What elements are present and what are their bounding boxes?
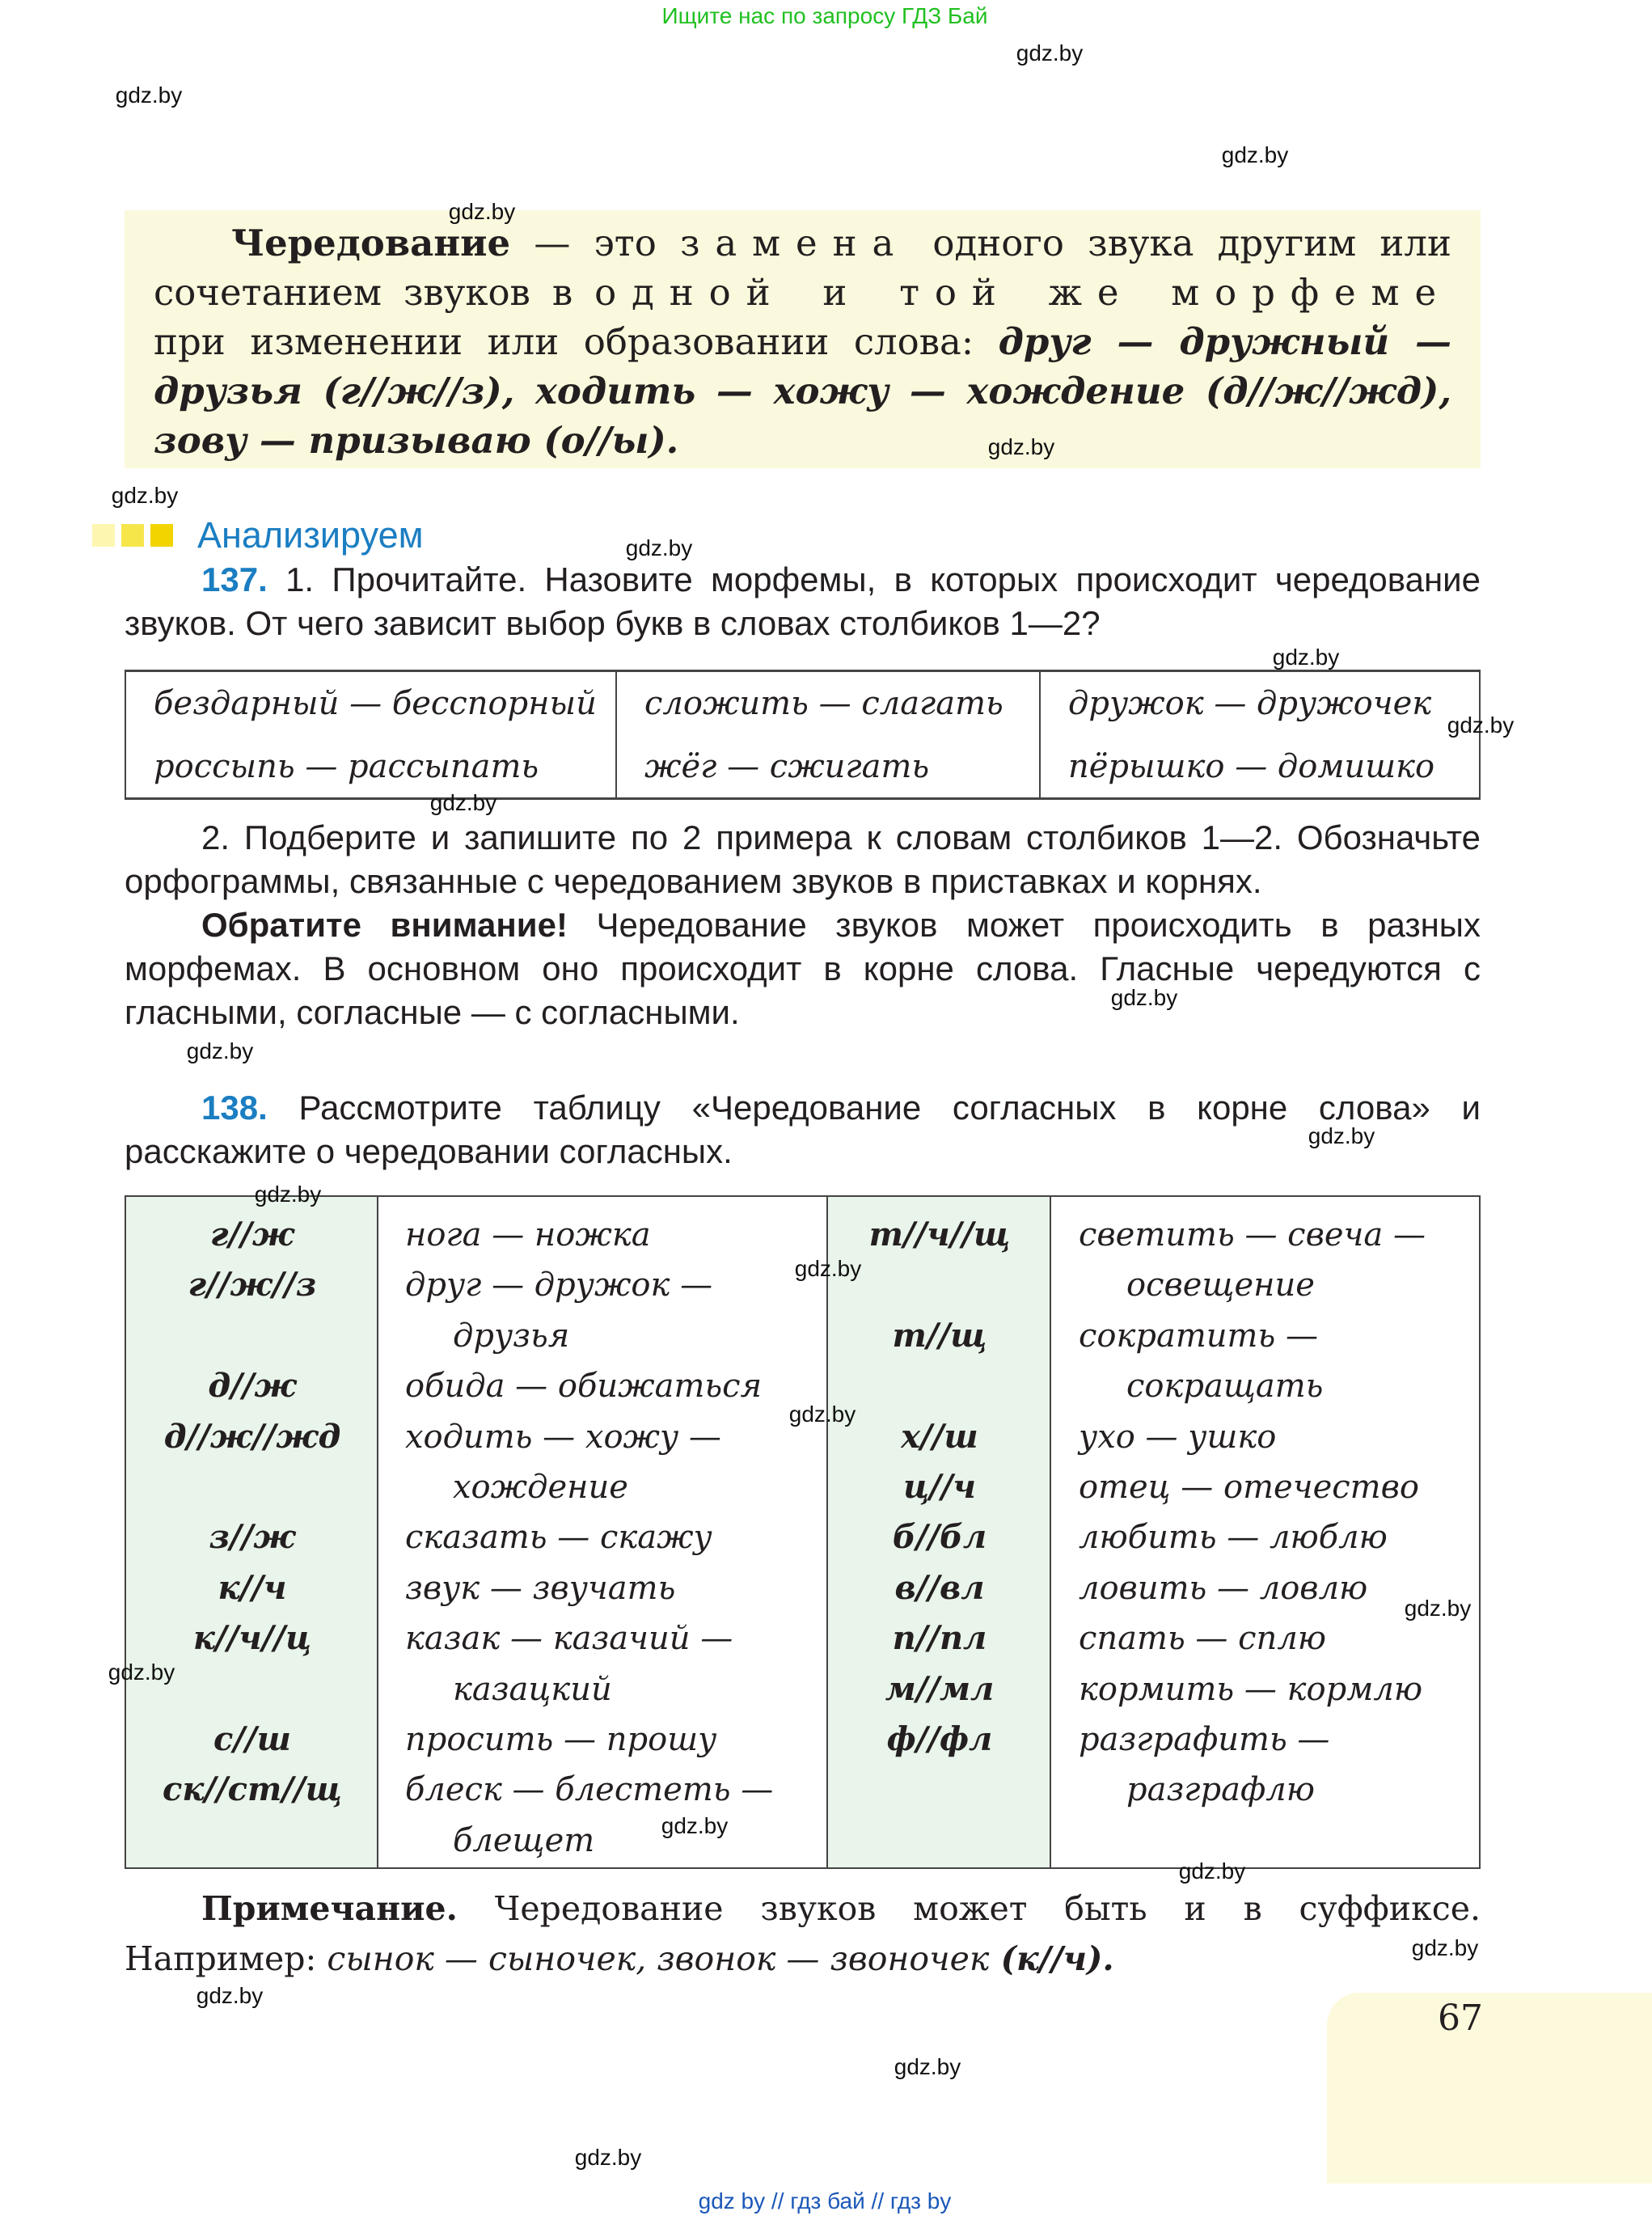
square-icon <box>121 524 144 547</box>
attention-note <box>125 903 1481 1034</box>
watermark: gdz.by <box>186 1038 254 1063</box>
definition-mid: одного звука другим или сочетанием звуков в <box>154 222 1451 314</box>
word-example: ухо — ушко <box>1079 1418 1277 1456</box>
definition-term: Чередование <box>231 222 511 264</box>
watermark: gdz.by <box>1272 645 1340 670</box>
word-example: сказать — скажу <box>405 1519 712 1557</box>
watermark: gdz.by <box>196 1983 264 2008</box>
word-example: хождение <box>453 1469 628 1506</box>
table-column <box>1041 672 1479 797</box>
alternation-code: с//ш <box>213 1720 291 1758</box>
definition-spaced: замена <box>679 222 910 264</box>
alternation-code: п//пл <box>892 1619 987 1658</box>
table-row <box>126 1664 1479 1715</box>
watermark: gdz.by <box>625 535 693 560</box>
alternation-code: х//ш <box>901 1417 978 1456</box>
watermark: gdz.by <box>1308 1123 1375 1148</box>
alternation-code: ф//фл <box>886 1720 993 1758</box>
alternation-code: д//ж <box>208 1367 297 1406</box>
page-number: 67 <box>1438 1998 1483 2039</box>
word-example: просить — прошу <box>405 1721 717 1758</box>
word-example: разграфить — <box>1079 1721 1330 1758</box>
words-table <box>125 670 1481 800</box>
table-row <box>126 1311 1479 1361</box>
note-examples: сынок — сыночек, звонок — звоночек <box>327 1939 990 1978</box>
definition-spaced: одной и той же морфеме <box>594 271 1451 314</box>
watermark: gdz.by <box>108 1660 175 1685</box>
word-example: блеск — блестеть — <box>405 1771 774 1809</box>
watermark: gdz.by <box>1404 1596 1472 1621</box>
table-row <box>126 1563 1479 1613</box>
table-row <box>126 1715 1479 1765</box>
square-icon <box>150 524 173 547</box>
word-example: сокращать <box>1126 1368 1324 1406</box>
watermark: gdz.by <box>115 82 183 108</box>
alternation-code: д//ж//жд <box>163 1417 341 1456</box>
word-example: спать — сплю <box>1079 1620 1326 1658</box>
alternation-code: г//ж <box>210 1216 294 1254</box>
watermark: gdz.by <box>254 1182 322 1207</box>
table-cell: пёрышко — домишко <box>1068 748 1435 785</box>
watermark: gdz.by <box>788 1402 856 1427</box>
watermark: gdz.by <box>1016 40 1084 66</box>
square-icon <box>92 524 115 547</box>
word-example: казацкий <box>453 1670 612 1708</box>
definition-examples: друг — дружный — друзья (г//ж//з), ходить — хожу — хождение (д//ж//жд), зову — призываю (о//ы). <box>154 320 1451 462</box>
exercise-137 <box>125 558 1481 645</box>
alternation-code: м//мл <box>885 1669 995 1708</box>
alternation-code: ц//ч <box>903 1468 976 1506</box>
watermark: gdz.by <box>1221 142 1289 167</box>
table-column <box>617 672 1041 797</box>
section-title: Анализируем <box>197 514 424 556</box>
watermark: gdz.by <box>794 1256 862 1281</box>
table-row <box>126 1210 1479 1260</box>
table-row <box>126 1462 1479 1512</box>
word-example: освещение <box>1126 1266 1315 1304</box>
definition-mid: при изменении или образовании слова: <box>154 320 999 363</box>
watermark: gdz.by <box>661 1813 729 1838</box>
definition-text <box>154 218 1451 465</box>
attention-text: Чередование звуков может происходить в разных морфемах. В основном оно происходит в корне слова. Гласные чередуются с гласными, согласные — с согласными. <box>125 906 1481 1031</box>
task-2: 2. Подберите и запишите по 2 примера к словам столбиков 1—2. Обозначьте орфограммы, связанные с чередованием звуков в приставках и корнях. <box>125 818 1481 900</box>
alternation-code: г//ж//з <box>188 1266 317 1304</box>
watermark: gdz.by <box>429 790 497 815</box>
word-example: ходить — хожу — <box>405 1418 721 1456</box>
word-example: любить — люблю <box>1079 1519 1388 1557</box>
watermark: gdz.by <box>574 2145 642 2170</box>
word-example: друг — дружок — <box>405 1266 713 1304</box>
watermark: gdz.by <box>987 434 1055 459</box>
table-cell: сложить — слагать <box>644 685 1003 722</box>
watermark: gdz.by <box>111 483 179 508</box>
word-example: сократить — <box>1079 1317 1318 1355</box>
word-example: ловить — ловлю <box>1079 1569 1368 1607</box>
alternation-code: б//бл <box>892 1518 987 1557</box>
exercise-text: 1. Прочитайте. Назовите морфемы, в которых происходит чередование звуков. От чего зависит выбор букв в словах столбиков 1—2? <box>125 560 1481 642</box>
table-row <box>126 1512 1479 1562</box>
exercise-text: Рассмотрите таблицу «Чередование согласных в корне слова» и расскажите о чередовании согласных. <box>125 1089 1481 1170</box>
table-cell: бездарный — бесспорный <box>154 685 597 722</box>
word-example: нога — ножка <box>405 1216 651 1254</box>
alternation-code: т//ч//щ <box>868 1216 1011 1254</box>
word-example: казак — казачий — <box>405 1620 733 1658</box>
attention-label: Обратите внимание! <box>201 906 568 944</box>
watermark: gdz.by <box>1411 1935 1479 1960</box>
table-row <box>126 1613 1479 1664</box>
word-example: разграфлю <box>1126 1771 1315 1809</box>
word-example: отец — отечество <box>1079 1469 1419 1506</box>
word-example: блещет <box>453 1821 595 1859</box>
word-example: светить — свеча — <box>1079 1216 1426 1254</box>
table-column <box>126 672 617 797</box>
watermark: gdz.by <box>1110 985 1178 1010</box>
table-cell: дружок — дружочек <box>1068 685 1432 722</box>
exercise-138 <box>125 1086 1481 1173</box>
page-number-box <box>1327 1993 1652 2184</box>
alternation-code: к//ч <box>218 1568 287 1607</box>
alternation-code: т//щ <box>892 1316 987 1355</box>
table-cell: жёг — сжигать <box>644 748 930 785</box>
exercise-number: 138. <box>201 1089 268 1127</box>
table-cell: россыпь — рассыпать <box>154 748 539 785</box>
note-text: Чередование звуков может быть и в суффиксе. Например: <box>125 1889 1481 1978</box>
note-code: (к//ч). <box>989 1939 1114 1978</box>
alternation-code: к//ч//ц <box>192 1619 312 1658</box>
note <box>125 1884 1481 1984</box>
definition-dash: — это <box>510 222 680 264</box>
word-example: обида — обижаться <box>405 1368 763 1406</box>
watermark: gdz.by <box>1178 1858 1246 1884</box>
consonant-alternation-table <box>125 1195 1481 1869</box>
watermark: gdz.by <box>894 2054 961 2079</box>
alternation-code: ск//ст//щ <box>163 1770 342 1809</box>
word-example: кормить — кормлю <box>1079 1670 1423 1708</box>
table-row <box>126 1816 1479 1866</box>
bottom-links[interactable]: gdz by // гдз бай // гдз by <box>698 2188 952 2213</box>
alternation-code: з//ж <box>209 1518 296 1557</box>
exercise-number: 137. <box>201 560 268 598</box>
section-heading <box>92 514 424 556</box>
word-example: звук — звучать <box>405 1569 676 1607</box>
search-hint: Ищите нас по запросу ГДЗ Бай <box>661 3 988 28</box>
word-example: друзья <box>453 1317 570 1355</box>
table-row <box>126 1765 1479 1815</box>
alternation-code: в//вл <box>894 1568 985 1607</box>
note-label: Примечание. <box>201 1889 458 1928</box>
watermark: gdz.by <box>448 199 516 224</box>
watermark: gdz.by <box>1447 712 1515 738</box>
